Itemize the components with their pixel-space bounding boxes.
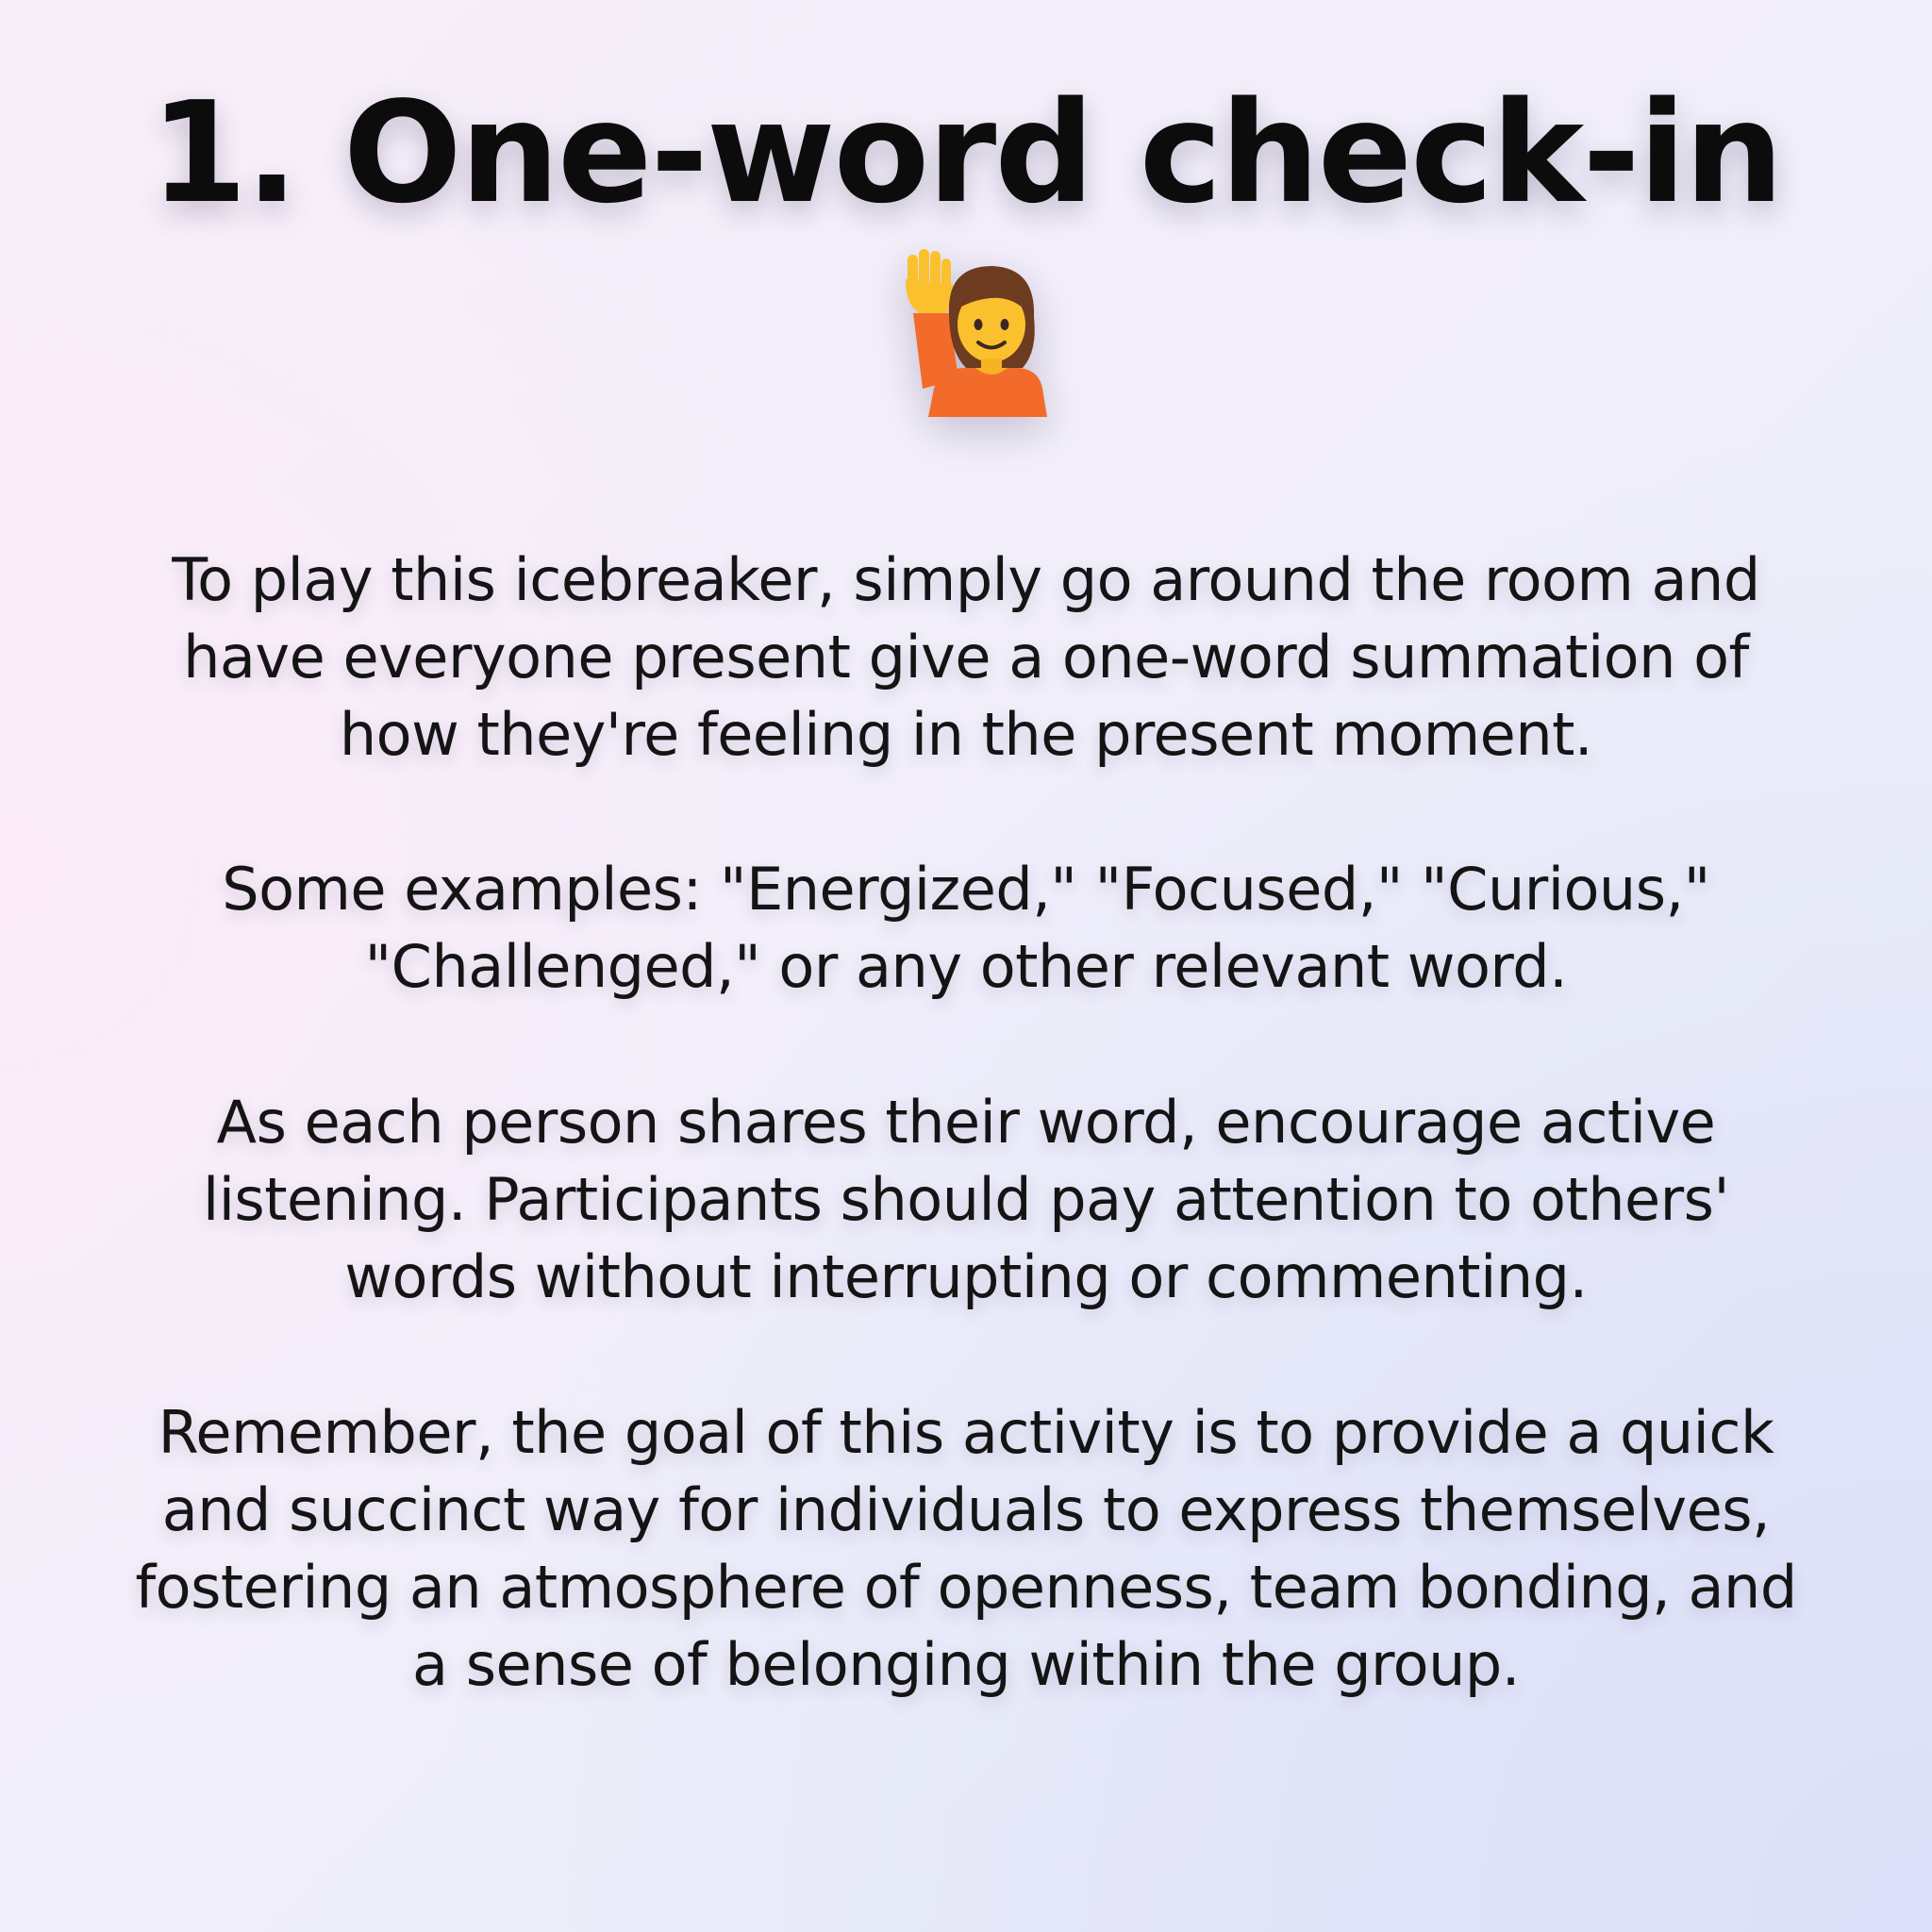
paragraph-examples: Some examples: "Energized," "Focused," "Curious," "Challenged," or any other relevant word.	[222, 855, 1710, 1001]
paragraph-active-listening: As each person shares their word, encourage active listening. Participants should pay attention to others' words without interrupting or commenting.	[202, 1088, 1730, 1311]
person-raising-hand-icon	[881, 247, 1051, 417]
card-title: 1. One-word check-in	[150, 72, 1782, 234]
paragraph-goal: Remember, the goal of this activity is to provide a quick and succinct way for individuals to express themselves, fostering an atmosphere of openness, team bonding, and a sense of belonging within the group.	[135, 1398, 1797, 1699]
paragraph-instructions: To play this icebreaker, simply go around the room and have everyone present give a one-word summation of how they're feeling in the present moment.	[172, 545, 1760, 769]
